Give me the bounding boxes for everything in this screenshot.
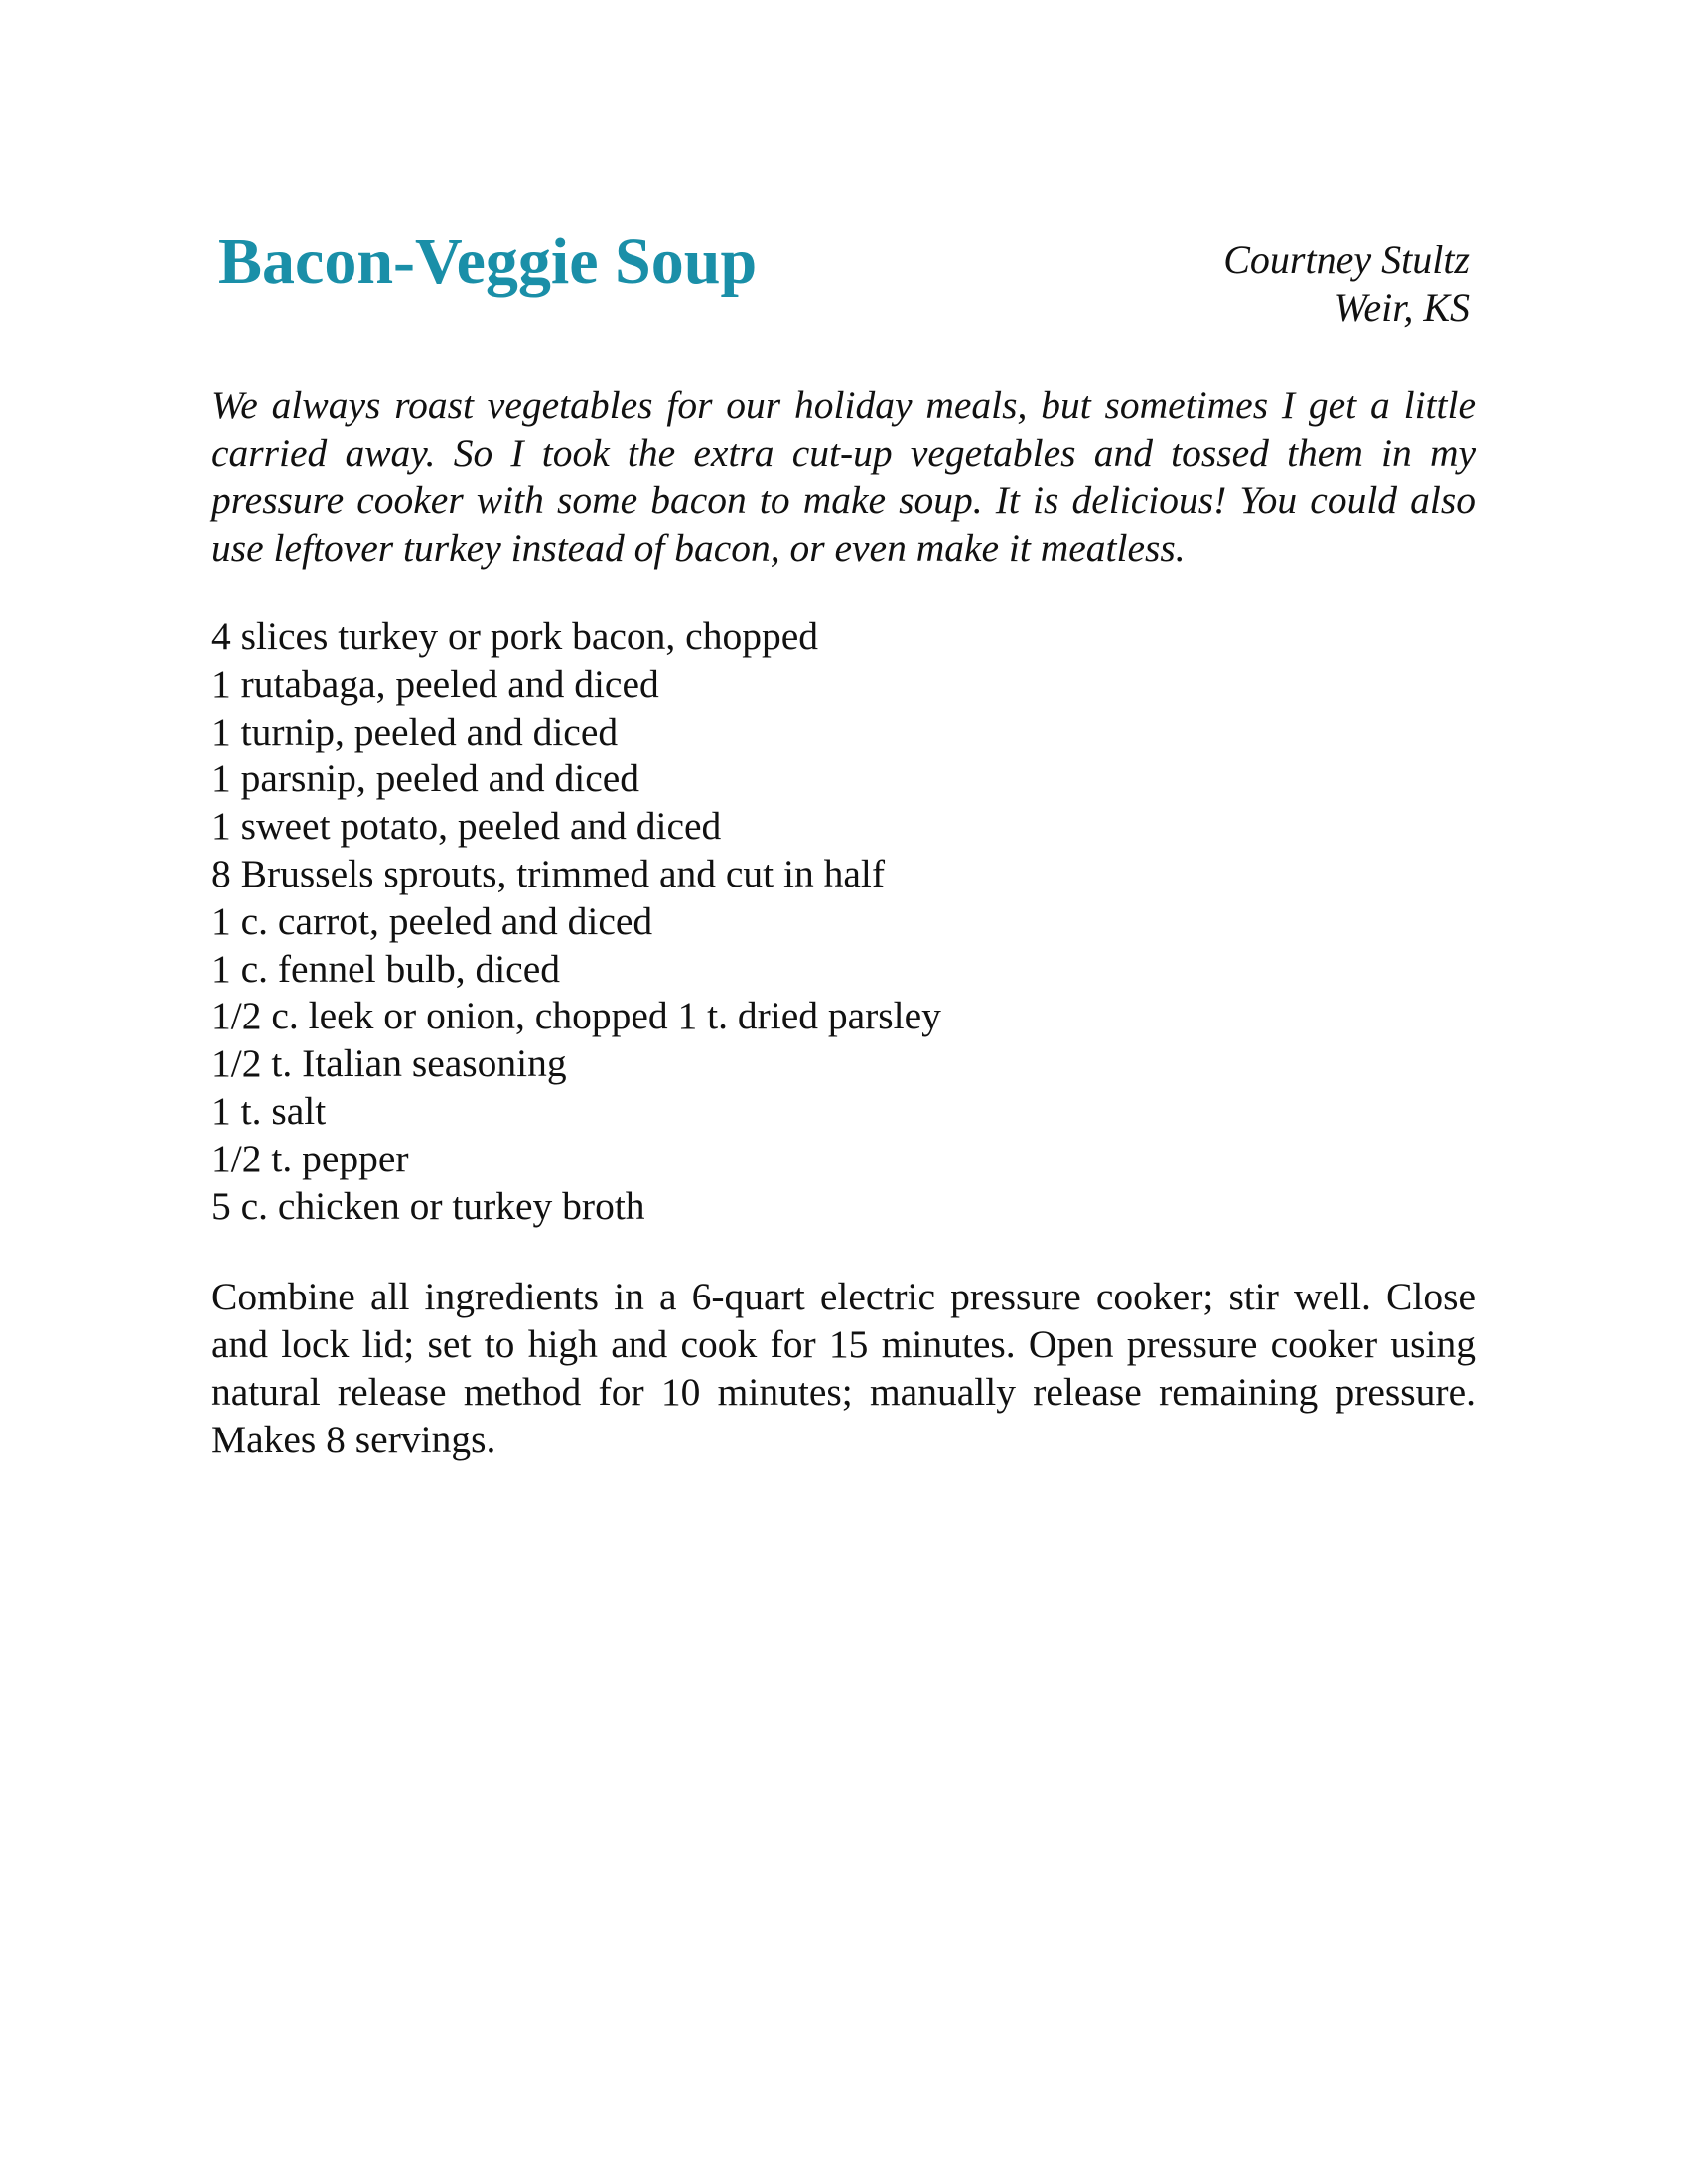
ingredient-item: 1/2 t. pepper: [211, 1136, 409, 1180]
ingredient-item: 1/2 t. Italian seasoning: [211, 1041, 567, 1086]
recipe-intro: We always roast vegetables for our holiday meals, but sometimes I get a little carried away. So I took the extra cut-up vegetables and tossed them in my pressure cooker with some bacon to make soup. It is delicious! You could also use leftover turkey instead of bacon, or even make it meatless.: [211, 383, 1476, 570]
recipe-directions: Combine all ingredients in a 6-quart electric pressure cooker; stir well. Close and lock lid; set to high and cook for 15 minutes. Open pressure cooker using natural release method for 10 minutes; manually release remaining pressure. Makes 8 servings.: [211, 1275, 1476, 1461]
ingredient-item: 1 t. salt: [211, 1088, 327, 1133]
ingredient-item: 1 turnip, peeled and diced: [211, 709, 619, 753]
recipe-title: Bacon-Veggie Soup: [218, 225, 758, 298]
ingredient-item: 1 parsnip, peeled and diced: [211, 756, 640, 801]
author-location: Weir, KS: [1334, 285, 1470, 330]
author-attribution: [1223, 236, 1470, 332]
ingredient-item: 1/2 c. leek or onion, chopped 1 t. dried parsley: [211, 994, 941, 1038]
ingredient-item: 1 rutabaga, peeled and diced: [211, 661, 659, 706]
author-name: Courtney Stultz: [1223, 237, 1470, 282]
ingredient-list: [211, 614, 941, 1230]
ingredient-item: 4 slices turkey or pork bacon, chopped: [211, 614, 818, 658]
ingredient-item: 1 c. carrot, peeled and diced: [211, 898, 653, 943]
ingredient-item: 5 c. chicken or turkey broth: [211, 1183, 645, 1228]
ingredient-item: 1 sweet potato, peeled and diced: [211, 804, 722, 849]
ingredient-item: 8 Brussels sprouts, trimmed and cut in half: [211, 851, 885, 895]
ingredient-item: 1 c. fennel bulb, diced: [211, 946, 560, 991]
